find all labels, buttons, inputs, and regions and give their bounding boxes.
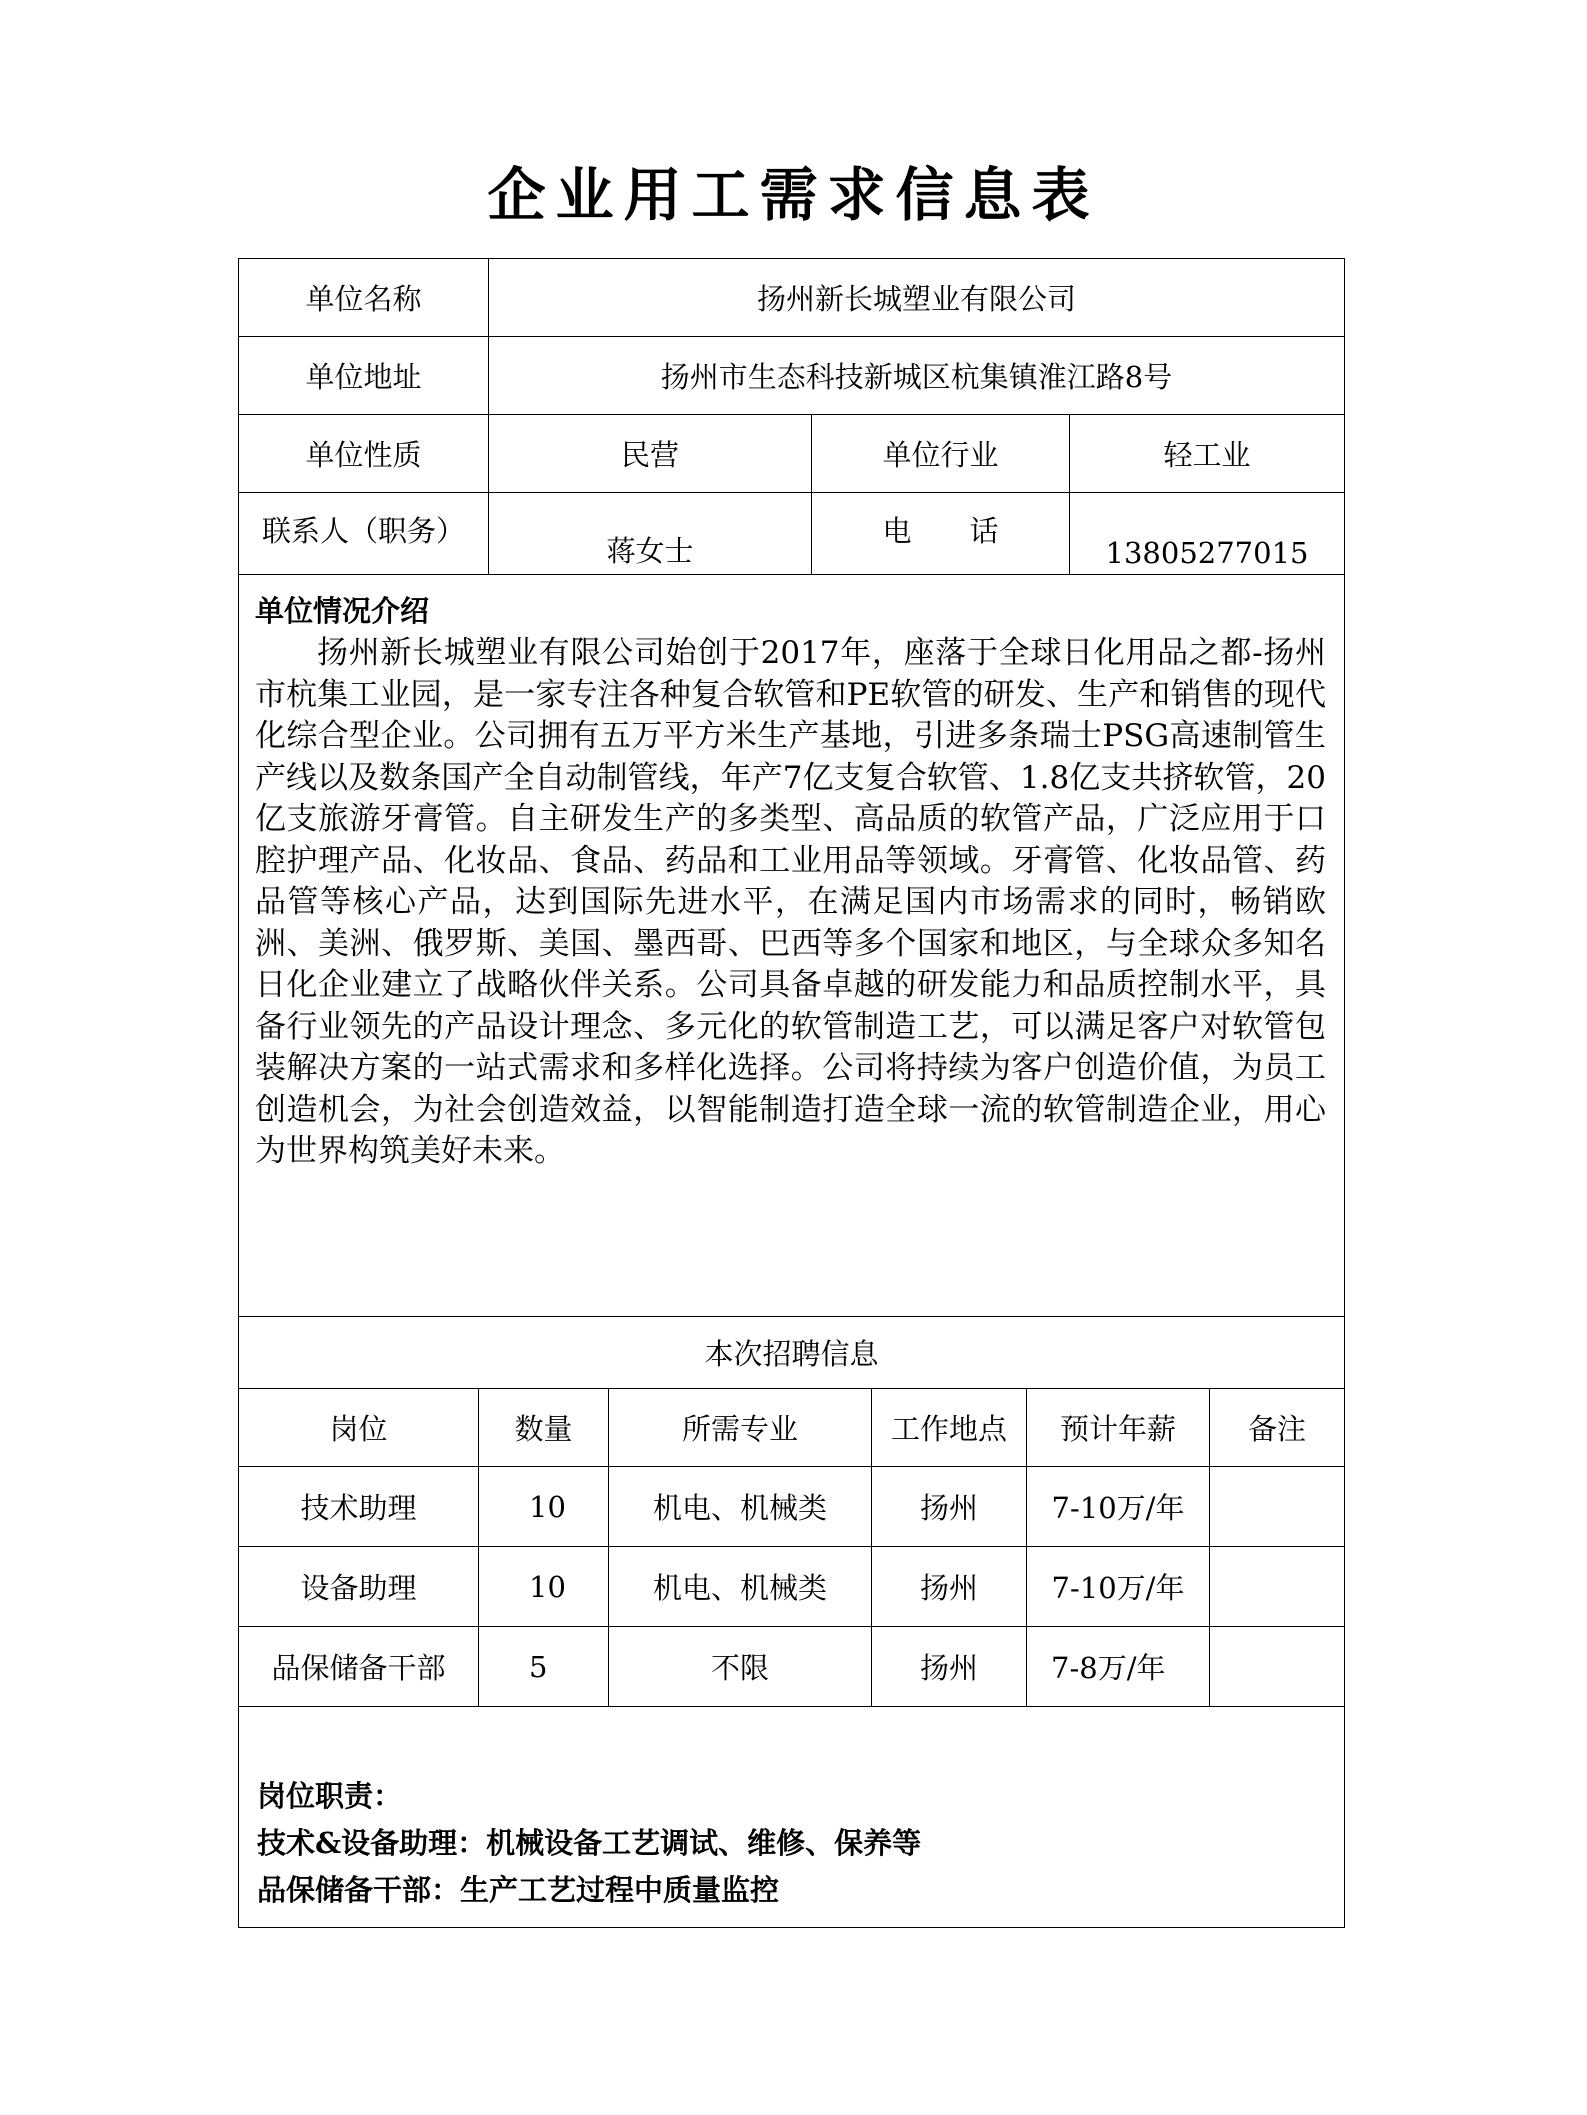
cell-location: 扬州: [871, 1467, 1026, 1546]
duty-line: 技术&设备助理：机械设备工艺调试、维修、保养等: [257, 1826, 922, 1860]
row-address: [239, 337, 1344, 415]
col-header: 数量: [478, 1389, 608, 1466]
duty-line: 品保储备干部：生产工艺过程中质量监控: [257, 1873, 780, 1907]
value-contact: 蒋女士: [488, 493, 811, 574]
label-industry: 单位行业: [811, 415, 1069, 492]
row-company-name: [239, 259, 1344, 337]
value-nature: 民营: [488, 415, 811, 492]
value-phone: 13805277015: [1069, 493, 1344, 574]
intro-heading: 单位情况介绍: [255, 594, 430, 628]
table-row: [239, 1547, 1344, 1627]
cell-major: 机电、机械类: [608, 1467, 871, 1546]
cell-position: 技术助理: [300, 1491, 417, 1525]
value-company-name: 扬州新长城塑业有限公司: [488, 259, 1344, 336]
cell-quantity: 10: [478, 1467, 608, 1546]
col-header: 备注: [1209, 1389, 1344, 1466]
cell-remark: [1209, 1467, 1344, 1546]
table-row: [239, 1627, 1344, 1707]
col-header: 岗位: [329, 1412, 388, 1446]
cell-major: 不限: [608, 1627, 871, 1706]
company-intro: [239, 575, 1344, 1317]
cell-position: 品保储备干部: [271, 1651, 446, 1685]
recruit-header-row: [239, 1389, 1344, 1467]
page-title: 企业用工需求信息表: [487, 161, 1100, 229]
row-contact: [239, 493, 1344, 575]
info-table: [238, 258, 1345, 1928]
col-header: 预计年薪: [1026, 1389, 1209, 1466]
table-row: [239, 1467, 1344, 1547]
label-company-name: 单位名称: [305, 282, 422, 316]
cell-salary: 7-8万/年: [1026, 1627, 1209, 1706]
cell-location: 扬州: [871, 1627, 1026, 1706]
col-header: 所需专业: [608, 1389, 871, 1466]
cell-salary: 7-10万/年: [1026, 1467, 1209, 1546]
label-nature: 单位性质: [305, 438, 422, 472]
job-duties: [239, 1707, 1344, 1927]
label-address: 单位地址: [305, 360, 422, 394]
cell-remark: [1209, 1627, 1344, 1706]
col-header: 工作地点: [871, 1389, 1026, 1466]
label-contact: 联系人（职务）: [261, 514, 465, 548]
cell-quantity: 10: [478, 1547, 608, 1626]
row-nature-industry: [239, 415, 1344, 493]
duties-heading: 岗位职责：: [257, 1779, 403, 1813]
cell-quantity: 5: [478, 1627, 608, 1706]
cell-major: 机电、机械类: [608, 1547, 871, 1626]
recruit-heading: 本次招聘信息: [704, 1337, 879, 1371]
row-recruit-heading: [239, 1317, 1344, 1389]
cell-position: 设备助理: [300, 1571, 417, 1605]
label-phone: 电 话: [811, 493, 1069, 574]
cell-salary: 7-10万/年: [1026, 1547, 1209, 1626]
cell-location: 扬州: [871, 1547, 1026, 1626]
cell-remark: [1209, 1547, 1344, 1626]
value-industry: 轻工业: [1069, 415, 1344, 492]
value-address: 扬州市生态科技新城区杭集镇淮江路8号: [488, 337, 1344, 414]
intro-text: 扬州新长城塑业有限公司始创于2017年，座落于全球日化用品之都-扬州市杭集工业园，是一家专注各种复合软管和PE软管的研发、生产和销售的现代化综合型企业。公司拥有五万平方米生产基地，引进多条瑞士PSG高速制管生产线以及数条国产全自动制管线，年产7亿支复合软管、1.8亿支共挤软管，20亿支旅游牙膏管。自主研发生产的多类型、高品质的软管产品，广泛应用于口腔护理产品、化妆品、食品、药品和工业用品等领域。牙膏管、化妆品管、药品管等核心产品，达到国际先进水平，在满足国内市场需求的同时，畅销欧洲、美洲、俄罗斯、美国、墨西哥、巴西等多个国家和地区，与全球众多知名日化企业建立了战略伙伴关系。公司具备卓越的研发能力和品质控制水平，具备行业领先的产品设计理念、多元化的软管制造工艺，可以满足客户对软管包装解决方案的一站式需求和多样化选择。公司将持续为客户创造价值，为员工创造机会，为社会创造效益，以智能制造打造全球一流的软管制造企业，用心为世界构筑美好未来。: [255, 635, 1326, 1169]
